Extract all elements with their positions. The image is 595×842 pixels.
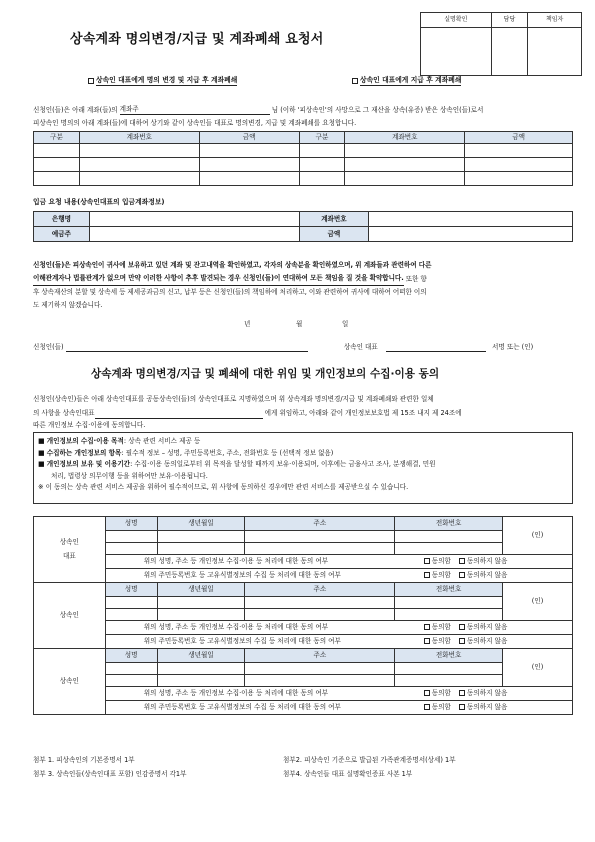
- disagree-checkbox[interactable]: [459, 558, 465, 564]
- date-year-label: 년: [244, 320, 251, 328]
- col-amount: 금액: [465, 132, 573, 144]
- col-birth: 생년월일: [157, 583, 245, 597]
- col-birth: 생년월일: [157, 517, 245, 531]
- applicant-field[interactable]: [66, 342, 308, 352]
- disagree-checkbox[interactable]: [459, 572, 465, 578]
- phone-field[interactable]: [395, 597, 503, 609]
- approval-staff-header: 담당: [491, 13, 528, 28]
- attachment-1: 첨부 1. 피상속인의 기본증명서 1부: [33, 756, 135, 764]
- deposit-table: [33, 211, 573, 242]
- address-field[interactable]: [245, 597, 395, 609]
- checkbox[interactable]: [88, 78, 94, 84]
- approval-real-name-check-header: 실명확인: [421, 13, 492, 28]
- approval-real-name-check-stamp[interactable]: [421, 28, 492, 76]
- col-account-no: 계좌번호: [79, 132, 199, 144]
- table-row: [34, 144, 573, 158]
- birth-field[interactable]: [157, 531, 245, 543]
- birth-field[interactable]: [157, 663, 245, 675]
- consent-row: 위의 성명, 주소 등 개인정보 수집·이용 등 처리에 대한 동의 여부 동의함 동의하지 않음: [105, 687, 572, 701]
- rep-label: 상속인 대표: [343, 343, 378, 351]
- address-field[interactable]: [245, 663, 395, 675]
- agree-checkbox[interactable]: [424, 690, 430, 696]
- name-field[interactable]: [105, 531, 157, 543]
- col-account-no: 계좌번호: [345, 132, 465, 144]
- delegation-paragraph: 신청인(상속인)들은 아래 상속인대표를 공동상속인(들)의 상속인대표로 지명하였으며 위 상속계좌 명의변경/지급 및 계좌폐쇄와 관련한 일체 의 사항을 상속인대표 에게 위임하고, 아래와 같이 개인정보보호법 제 15조 내지 제 24조에 따른 개인정보 수집·이용에 동의합니다.: [33, 395, 462, 429]
- consent-row: 위의 주민등록번호 등 고유식별정보의 수집 등 처리에 대한 동의 여부 동의함 동의하지 않음: [105, 569, 572, 583]
- agree-checkbox[interactable]: [424, 704, 430, 710]
- heir-rep-label: 상속인 대표: [34, 517, 106, 583]
- intro-paragraph: 신청인(들)은 아래 계좌(들)의 계좌주 님 (이하 '피상속인'의 사망으로 그 재산을 상속(유증) 받은 상속인(들)로서 피상속인 명의의 아래 계좌(들)에 대하여 상기와 같이 상속인들 대표로 명의변경, 지급 및 계좌폐쇄를 요청합니다.: [33, 105, 484, 127]
- attachment-4: 첨부4. 상속인들 대표 실명확인증표 사본 1부: [283, 770, 413, 778]
- section2-title: 상속계좌 명의변경/지급 및 폐쇄에 대한 위임 및 개인정보의 수집·이용 동의: [91, 368, 440, 380]
- page-title: 상속계좌 명의변경/지급 및 계좌폐쇄 요청서: [70, 32, 324, 47]
- consent-row: 위의 성명, 주소 등 개인정보 수집·이용 등 처리에 대한 동의 여부 동의함 동의하지 않음: [105, 555, 572, 569]
- applicant-label: 신청인(들): [33, 343, 64, 351]
- agree-checkbox[interactable]: [424, 572, 430, 578]
- account-holder-field[interactable]: 계좌주: [120, 105, 270, 115]
- heirs-table: [33, 516, 573, 715]
- date-month-label: 월: [296, 320, 303, 328]
- col-address: 주소: [245, 649, 395, 663]
- deposit-section-title: 입금 요청 내용(상속인대표의 입금계좌정보): [33, 198, 165, 206]
- seal-cell[interactable]: (인): [503, 649, 573, 687]
- col-type: 구분: [299, 132, 345, 144]
- birth-field[interactable]: [157, 597, 245, 609]
- col-name: 성명: [105, 649, 157, 663]
- consent-row: 위의 주민등록번호 등 고유식별정보의 수집 등 처리에 대한 동의 여부 동의함 동의하지 않음: [105, 701, 572, 715]
- col-phone: 전화번호: [395, 517, 503, 531]
- col-phone: 전화번호: [395, 583, 503, 597]
- holder-label: 예금주: [34, 227, 90, 242]
- bank-name-label: 은행명: [34, 212, 90, 227]
- account-no-label: 계좌번호: [299, 212, 369, 227]
- seal-cell[interactable]: (인): [503, 583, 573, 621]
- name-field[interactable]: [105, 663, 157, 675]
- account-no-field[interactable]: [369, 212, 573, 227]
- notice-paragraph: 신청인(들)은 피상속인이 귀사에 보유하고 있던 계좌 및 잔고내역을 확인하였고, 각자의 상속분을 확인하였으며, 위 계좌들과 관련하여 다른 이해관계자나 법률관계가 없으며 만약 이러한 사항이 추후 발견되는 경우 신청인(들)이 연대하여 모든 책임을 질 것을 확약합니다. 또한 향 후 상속재산의 분할 및 상속세 등 제세공과금의 신고, 납부 등은 신청인(들)의 책임하에 처리하고, 이와 관련하여 귀사에 대하여 어떠한 이의 도 제기하지 않겠습니다.: [33, 261, 432, 309]
- consent-row: 위의 성명, 주소 등 개인정보 수집·이용 등 처리에 대한 동의 여부 동의함 동의하지 않음: [105, 621, 572, 635]
- date-day-label: 일: [342, 320, 349, 328]
- privacy-box: ■ 개인정보의 수집·이용 목적: 상속 관련 서비스 제공 등 ■ 수집하는 개인정보의 항목: 필수적 정보 – 성명, 주민등록번호, 주소, 전화번호 등 (선택적 정보 없음) ■ 개인정보의 보유 및 이용기간: 수집·이용 동의일로부터 위 목적을 달성할 때까지 보유·이용되며, 이후에는 금융사고 조사, 분쟁해결, 민원 처리, 법령상 의무이행 등을 위하여만 보유·이용됩니다. ※ 이 동의는 상속 관련 서비스 제공을 위하여 필수적이므로, 위 사항에 동의하신 경우에만 관련 서비스를 제공받으실 수 있습니다.: [33, 432, 573, 504]
- account-table: [33, 131, 573, 186]
- agree-checkbox[interactable]: [424, 638, 430, 644]
- attachment-3: 첨부 3. 상속인들(상속인대표 포함) 인감증명서 각1부: [33, 770, 187, 778]
- sign-label: 서명 또는 (인): [492, 343, 534, 351]
- checkbox[interactable]: [352, 78, 358, 84]
- option-change-and-pay[interactable]: 상속인 대표에게 명의 변경 및 지급 후 계좌폐쇄: [88, 76, 237, 86]
- bank-name-field[interactable]: [89, 212, 299, 227]
- col-address: 주소: [245, 517, 395, 531]
- approval-manager-header: 책임자: [528, 13, 582, 28]
- agree-checkbox[interactable]: [424, 558, 430, 564]
- table-row: [34, 172, 573, 186]
- disagree-checkbox[interactable]: [459, 638, 465, 644]
- col-name: 성명: [105, 583, 157, 597]
- col-name: 성명: [105, 517, 157, 531]
- table-row: [34, 158, 573, 172]
- amount-field[interactable]: [369, 227, 573, 242]
- heir-label: 상속인: [34, 649, 106, 715]
- disagree-checkbox[interactable]: [459, 704, 465, 710]
- amount-label: 금액: [299, 227, 369, 242]
- approval-manager-stamp[interactable]: [528, 28, 582, 76]
- approval-staff-stamp[interactable]: [491, 28, 528, 76]
- approval-box: [420, 12, 582, 76]
- holder-field[interactable]: [89, 227, 299, 242]
- col-type: 구분: [34, 132, 80, 144]
- rep-name-field[interactable]: [95, 406, 263, 420]
- col-address: 주소: [245, 583, 395, 597]
- attachment-2: 첨부2. 피상속인 기준으로 발급된 가족관계증명서(상세) 1부: [283, 756, 456, 764]
- phone-field[interactable]: [395, 531, 503, 543]
- agree-checkbox[interactable]: [424, 624, 430, 630]
- col-phone: 전화번호: [395, 649, 503, 663]
- heir-label: 상속인: [34, 583, 106, 649]
- signature-line: [33, 342, 573, 352]
- phone-field[interactable]: [395, 663, 503, 675]
- seal-cell[interactable]: (인): [503, 517, 573, 555]
- col-amount: 금액: [199, 132, 299, 144]
- address-field[interactable]: [245, 531, 395, 543]
- col-birth: 생년월일: [157, 649, 245, 663]
- disagree-checkbox[interactable]: [459, 624, 465, 630]
- disagree-checkbox[interactable]: [459, 690, 465, 696]
- consent-row: 위의 주민등록번호 등 고유식별정보의 수집 등 처리에 대한 동의 여부 동의함 동의하지 않음: [105, 635, 572, 649]
- name-field[interactable]: [105, 597, 157, 609]
- rep-field[interactable]: [386, 342, 486, 352]
- option-pay-only[interactable]: 상속인 대표에게 지급 후 계좌폐쇄: [352, 76, 461, 86]
